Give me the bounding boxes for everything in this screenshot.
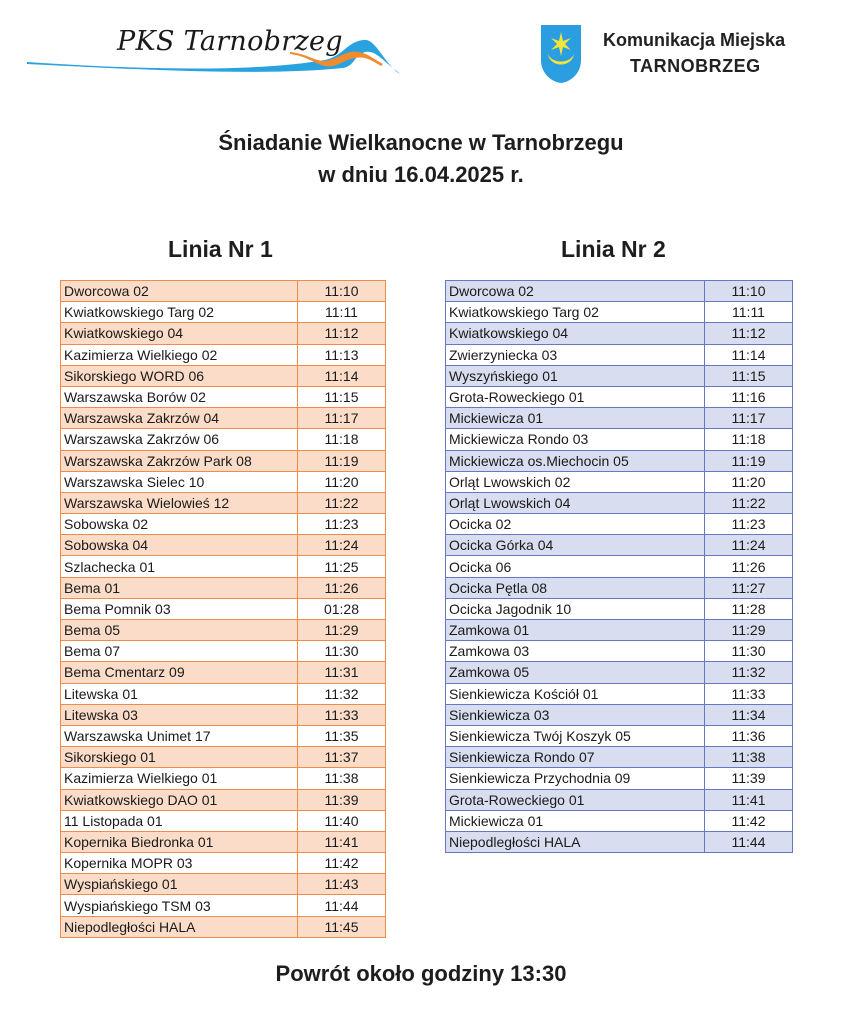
table-row <box>61 344 386 365</box>
departure-time: 11:22 <box>705 492 793 513</box>
stop-name: Sienkiewicza Twój Koszyk 05 <box>446 725 705 746</box>
table-row <box>61 810 386 831</box>
table-row <box>446 302 793 323</box>
table-row <box>61 768 386 789</box>
table-row <box>61 408 386 429</box>
departure-time: 11:24 <box>298 535 386 556</box>
departure-time: 11:30 <box>705 641 793 662</box>
departure-time: 11:14 <box>705 344 793 365</box>
stop-name: Kwiatkowskiego 04 <box>61 323 298 344</box>
table-row <box>61 556 386 577</box>
departure-time: 11:23 <box>705 514 793 535</box>
stop-name: Kazimierza Wielkiego 01 <box>61 768 298 789</box>
departure-time: 11:45 <box>298 916 386 937</box>
stop-name: Warszawska Wielowieś 12 <box>61 492 298 513</box>
city-logo-line1: Komunikacja Miejska <box>603 30 786 50</box>
stop-name: Kwiatkowskiego 04 <box>446 323 705 344</box>
departure-time: 11:35 <box>298 725 386 746</box>
table-row <box>61 471 386 492</box>
table-row <box>61 789 386 810</box>
stop-name: Bema 07 <box>61 641 298 662</box>
departure-time: 11:20 <box>705 471 793 492</box>
table-row <box>446 725 793 746</box>
stop-name: Warszawska Unimet 17 <box>61 725 298 746</box>
stop-name: Zwierzyniecka 03 <box>446 344 705 365</box>
stop-name: Mickiewicza os.Miechocin 05 <box>446 450 705 471</box>
departure-time: 11:20 <box>298 471 386 492</box>
stop-name: Orląt Lwowskich 02 <box>446 471 705 492</box>
stop-name: Ocicka 06 <box>446 556 705 577</box>
departure-time: 11:11 <box>298 302 386 323</box>
departure-time: 11:17 <box>298 408 386 429</box>
table-row <box>446 556 793 577</box>
stop-name: Sikorskiego 01 <box>61 747 298 768</box>
departure-time: 01:28 <box>298 598 386 619</box>
table-row <box>446 281 793 302</box>
line-2-heading: Linia Nr 2 <box>561 236 666 262</box>
table-row <box>61 831 386 852</box>
departure-time: 11:19 <box>298 450 386 471</box>
stop-name: Orląt Lwowskich 04 <box>446 492 705 513</box>
stop-name: Wyspiańskiego TSM 03 <box>61 895 298 916</box>
table-row <box>446 450 793 471</box>
city-logo-line2: TARNOBRZEG <box>630 56 761 76</box>
departure-time: 11:44 <box>705 831 793 852</box>
table-row <box>446 747 793 768</box>
departure-time: 11:26 <box>705 556 793 577</box>
stop-name: Mickiewicza 01 <box>446 408 705 429</box>
departure-time: 11:13 <box>298 344 386 365</box>
pks-logo-text: PKS Tarnobrzeg <box>117 26 343 57</box>
stop-name: Niepodległości HALA <box>446 831 705 852</box>
stop-name: Warszawska Zakrzów Park 08 <box>61 450 298 471</box>
table-row <box>61 535 386 556</box>
table-row <box>446 365 793 386</box>
table-row <box>61 577 386 598</box>
departure-time: 11:18 <box>298 429 386 450</box>
stop-name: Bema Cmentarz 09 <box>61 662 298 683</box>
stop-name: Kwiatkowskiego Targ 02 <box>61 302 298 323</box>
departure-time: 11:30 <box>298 641 386 662</box>
stop-name: Dworcowa 02 <box>61 281 298 302</box>
stop-name: Litewska 03 <box>61 704 298 725</box>
departure-time: 11:39 <box>705 768 793 789</box>
departure-time: 11:10 <box>298 281 386 302</box>
page-subtitle-date: w dniu 16.04.2025 r. <box>318 162 524 187</box>
komunikacja-miejska-logo <box>540 24 830 88</box>
stop-name: Ocicka 02 <box>446 514 705 535</box>
departure-time: 11:36 <box>705 725 793 746</box>
table-row <box>446 662 793 683</box>
table-row <box>446 598 793 619</box>
departure-time: 11:31 <box>298 662 386 683</box>
table-row <box>446 514 793 535</box>
stop-name: Mickiewicza 01 <box>446 810 705 831</box>
stop-name: Warszawska Sielec 10 <box>61 471 298 492</box>
departure-time: 11:39 <box>298 789 386 810</box>
departure-time: 11:38 <box>298 768 386 789</box>
departure-time: 11:37 <box>298 747 386 768</box>
departure-time: 11:19 <box>705 450 793 471</box>
table-row <box>61 429 386 450</box>
table-row <box>446 620 793 641</box>
stop-name: Szlachecka 01 <box>61 556 298 577</box>
table-row <box>61 302 386 323</box>
departure-time: 11:18 <box>705 429 793 450</box>
table-row <box>61 492 386 513</box>
table-row <box>61 895 386 916</box>
table-row <box>446 386 793 407</box>
table-row <box>61 365 386 386</box>
stop-name: Wyszyńskiego 01 <box>446 365 705 386</box>
departure-time: 11:28 <box>705 598 793 619</box>
table-row <box>61 450 386 471</box>
table-row <box>61 620 386 641</box>
stop-name: Sikorskiego WORD 06 <box>61 365 298 386</box>
departure-time: 11:33 <box>705 683 793 704</box>
departure-time: 11:33 <box>298 704 386 725</box>
page-title: Śniadanie Wielkanocne w Tarnobrzegu <box>218 130 624 155</box>
departure-time: 11:41 <box>298 831 386 852</box>
departure-time: 11:34 <box>705 704 793 725</box>
departure-time: 11:27 <box>705 577 793 598</box>
line-1-timetable <box>60 280 386 938</box>
table-row <box>446 408 793 429</box>
pks-tarnobrzeg-logo <box>25 20 405 80</box>
stop-name: Ocicka Górka 04 <box>446 535 705 556</box>
departure-time: 11:23 <box>298 514 386 535</box>
departure-time: 11:29 <box>298 620 386 641</box>
table-row <box>446 768 793 789</box>
table-row <box>446 471 793 492</box>
stop-name: Litewska 01 <box>61 683 298 704</box>
stop-name: Kwiatkowskiego DAO 01 <box>61 789 298 810</box>
departure-time: 11:15 <box>298 386 386 407</box>
stop-name: Sienkiewicza Rondo 07 <box>446 747 705 768</box>
table-row <box>61 853 386 874</box>
table-row <box>446 492 793 513</box>
departure-time: 11:29 <box>705 620 793 641</box>
table-row <box>446 429 793 450</box>
line-1-heading: Linia Nr 1 <box>168 236 273 262</box>
departure-time: 11:16 <box>705 386 793 407</box>
table-row <box>61 386 386 407</box>
table-row <box>446 683 793 704</box>
departure-time: 11:11 <box>705 302 793 323</box>
table-row <box>61 281 386 302</box>
table-row <box>446 535 793 556</box>
table-row <box>446 704 793 725</box>
stop-name: Warszawska Zakrzów 04 <box>61 408 298 429</box>
departure-time: 11:32 <box>705 662 793 683</box>
line-2-timetable <box>445 280 793 853</box>
table-row <box>61 704 386 725</box>
stop-name: 11 Listopada 01 <box>61 810 298 831</box>
table-row <box>446 831 793 852</box>
table-row <box>446 577 793 598</box>
table-row <box>61 725 386 746</box>
stop-name: Sobowska 04 <box>61 535 298 556</box>
stop-name: Bema 05 <box>61 620 298 641</box>
tarnobrzeg-crest-icon <box>540 24 582 84</box>
stop-name: Kazimierza Wielkiego 02 <box>61 344 298 365</box>
stop-name: Warszawska Zakrzów 06 <box>61 429 298 450</box>
table-row <box>61 874 386 895</box>
stop-name: Kwiatkowskiego Targ 02 <box>446 302 705 323</box>
table-row <box>61 662 386 683</box>
table-row <box>61 747 386 768</box>
departure-time: 11:15 <box>705 365 793 386</box>
stop-name: Bema 01 <box>61 577 298 598</box>
departure-time: 11:43 <box>298 874 386 895</box>
stop-name: Sienkiewicza Kościół 01 <box>446 683 705 704</box>
table-row <box>446 810 793 831</box>
departure-time: 11:40 <box>298 810 386 831</box>
stop-name: Kopernika MOPR 03 <box>61 853 298 874</box>
table-row <box>61 323 386 344</box>
table-row <box>446 641 793 662</box>
return-time-note: Powrót około godziny 13:30 <box>275 961 567 986</box>
departure-time: 11:24 <box>705 535 793 556</box>
table-row <box>446 344 793 365</box>
stop-name: Sienkiewicza Przychodnia 09 <box>446 768 705 789</box>
departure-time: 11:41 <box>705 789 793 810</box>
departure-time: 11:12 <box>705 323 793 344</box>
stop-name: Bema Pomnik 03 <box>61 598 298 619</box>
table-row <box>61 598 386 619</box>
departure-time: 11:14 <box>298 365 386 386</box>
stop-name: Grota-Roweckiego 01 <box>446 789 705 810</box>
departure-time: 11:42 <box>705 810 793 831</box>
departure-time: 11:38 <box>705 747 793 768</box>
stop-name: Niepodległości HALA <box>61 916 298 937</box>
table-row <box>61 641 386 662</box>
table-row <box>61 916 386 937</box>
stop-name: Dworcowa 02 <box>446 281 705 302</box>
departure-time: 11:17 <box>705 408 793 429</box>
stop-name: Warszawska Borów 02 <box>61 386 298 407</box>
departure-time: 11:44 <box>298 895 386 916</box>
stop-name: Grota-Roweckiego 01 <box>446 386 705 407</box>
table-row <box>61 683 386 704</box>
stop-name: Sienkiewicza 03 <box>446 704 705 725</box>
stop-name: Mickiewicza Rondo 03 <box>446 429 705 450</box>
stop-name: Ocicka Jagodnik 10 <box>446 598 705 619</box>
table-row <box>446 323 793 344</box>
departure-time: 11:10 <box>705 281 793 302</box>
departure-time: 11:26 <box>298 577 386 598</box>
stop-name: Zamkowa 01 <box>446 620 705 641</box>
departure-time: 11:42 <box>298 853 386 874</box>
stop-name: Zamkowa 03 <box>446 641 705 662</box>
stop-name: Kopernika Biedronka 01 <box>61 831 298 852</box>
table-row <box>61 514 386 535</box>
stop-name: Ocicka Pętla 08 <box>446 577 705 598</box>
stop-name: Wyspiańskiego 01 <box>61 874 298 895</box>
departure-time: 11:25 <box>298 556 386 577</box>
stop-name: Zamkowa 05 <box>446 662 705 683</box>
departure-time: 11:22 <box>298 492 386 513</box>
departure-time: 11:12 <box>298 323 386 344</box>
table-row <box>446 789 793 810</box>
stop-name: Sobowska 02 <box>61 514 298 535</box>
departure-time: 11:32 <box>298 683 386 704</box>
